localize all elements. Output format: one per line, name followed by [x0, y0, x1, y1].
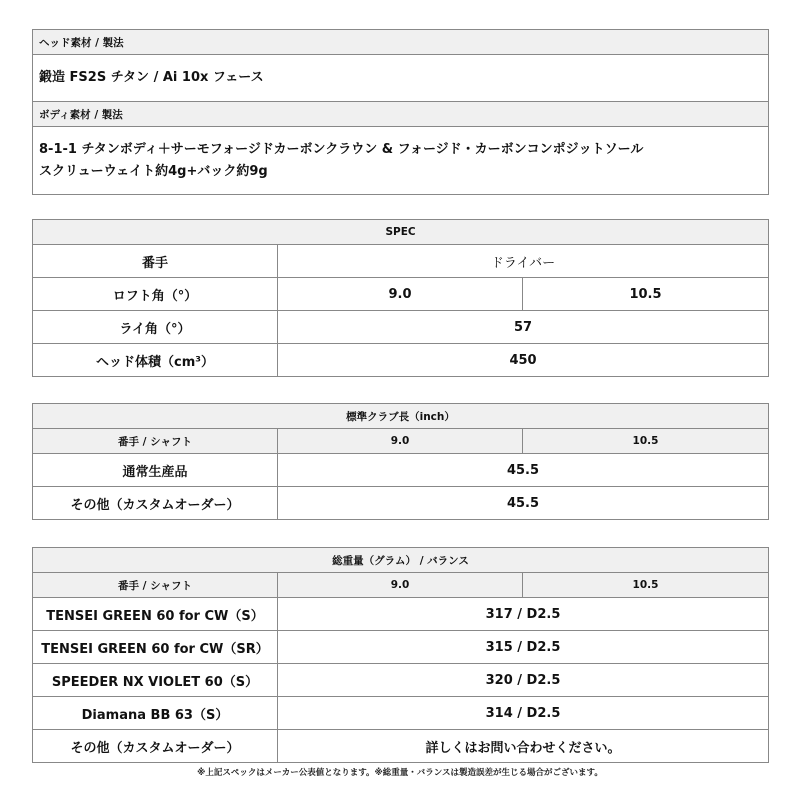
header-col: 9.0: [278, 429, 523, 454]
weight-balance-table: [32, 547, 769, 763]
table-row: [33, 730, 769, 763]
row-label: 通常生産品: [33, 454, 278, 487]
table-row: [33, 487, 769, 520]
footnote: ※上記スペックはメーカー公表値となります。※総重量・バランスは製造誤差が生じる場合がございます。: [197, 768, 603, 778]
spec-value: 10.5: [523, 278, 769, 311]
spec-row: [33, 245, 769, 278]
table-row: [33, 598, 769, 631]
spec-row: [33, 278, 769, 311]
shaft-label: TENSEI GREEN 60 for CW（SR）: [33, 631, 278, 664]
header-col: 9.0: [278, 573, 523, 598]
header-col: 10.5: [523, 429, 769, 454]
row-value: 45.5: [278, 454, 769, 487]
spec-label: ライ角（°）: [33, 311, 278, 344]
spec-row: [33, 344, 769, 377]
head-material-label: ヘッド素材 / 製法: [33, 30, 769, 55]
head-material-value: 鍛造 FS2S チタン / Ai 10x フェース: [33, 55, 769, 102]
club-length-title: 標準クラブ長（inch）: [33, 404, 769, 429]
header-col: 10.5: [523, 573, 769, 598]
shaft-label: Diamana BB 63（S）: [33, 697, 278, 730]
row-label: その他（カスタムオーダー）: [33, 487, 278, 520]
body-material-line-1: 8-1-1 チタンボディ＋サーモフォージドカーボンクラウン & フォージド・カーボンコンポジットソール: [39, 141, 644, 157]
header-label: 番手 / シャフト: [33, 573, 278, 598]
body-material-label: ボディ素材 / 製法: [33, 102, 769, 127]
spec-table: [32, 219, 769, 377]
spec-label: ヘッド体積（cm³）: [33, 344, 278, 377]
row-value: 45.5: [278, 487, 769, 520]
weight-value: 317 / D2.5: [278, 598, 769, 631]
weight-value: 詳しくはお問い合わせください。: [278, 730, 769, 763]
club-length-table: [32, 403, 769, 520]
spec-title: SPEC: [33, 220, 769, 245]
body-material-line-2: スクリューウェイト約4g+バック約9g: [39, 163, 268, 179]
materials-table: [32, 29, 769, 195]
table-row: [33, 454, 769, 487]
weight-header-row: [33, 573, 769, 598]
spec-label: 番手: [33, 245, 278, 278]
shaft-label: SPEEDER NX VIOLET 60（S）: [33, 664, 278, 697]
table-row: [33, 697, 769, 730]
table-row: [33, 631, 769, 664]
table-row: [33, 664, 769, 697]
spec-value: 9.0: [278, 278, 523, 311]
body-material-value: [33, 127, 769, 195]
weight-value: 315 / D2.5: [278, 631, 769, 664]
shaft-label: TENSEI GREEN 60 for CW（S）: [33, 598, 278, 631]
shaft-label: その他（カスタムオーダー）: [33, 730, 278, 763]
spec-row: [33, 311, 769, 344]
spec-value: 57: [278, 311, 769, 344]
spec-label: ロフト角（°）: [33, 278, 278, 311]
spec-value: ドライバー: [278, 245, 769, 278]
club-length-header-row: [33, 429, 769, 454]
weight-value: 314 / D2.5: [278, 697, 769, 730]
weight-value: 320 / D2.5: [278, 664, 769, 697]
header-label: 番手 / シャフト: [33, 429, 278, 454]
spec-value: 450: [278, 344, 769, 377]
weight-title: 総重量（グラム） / バランス: [33, 548, 769, 573]
